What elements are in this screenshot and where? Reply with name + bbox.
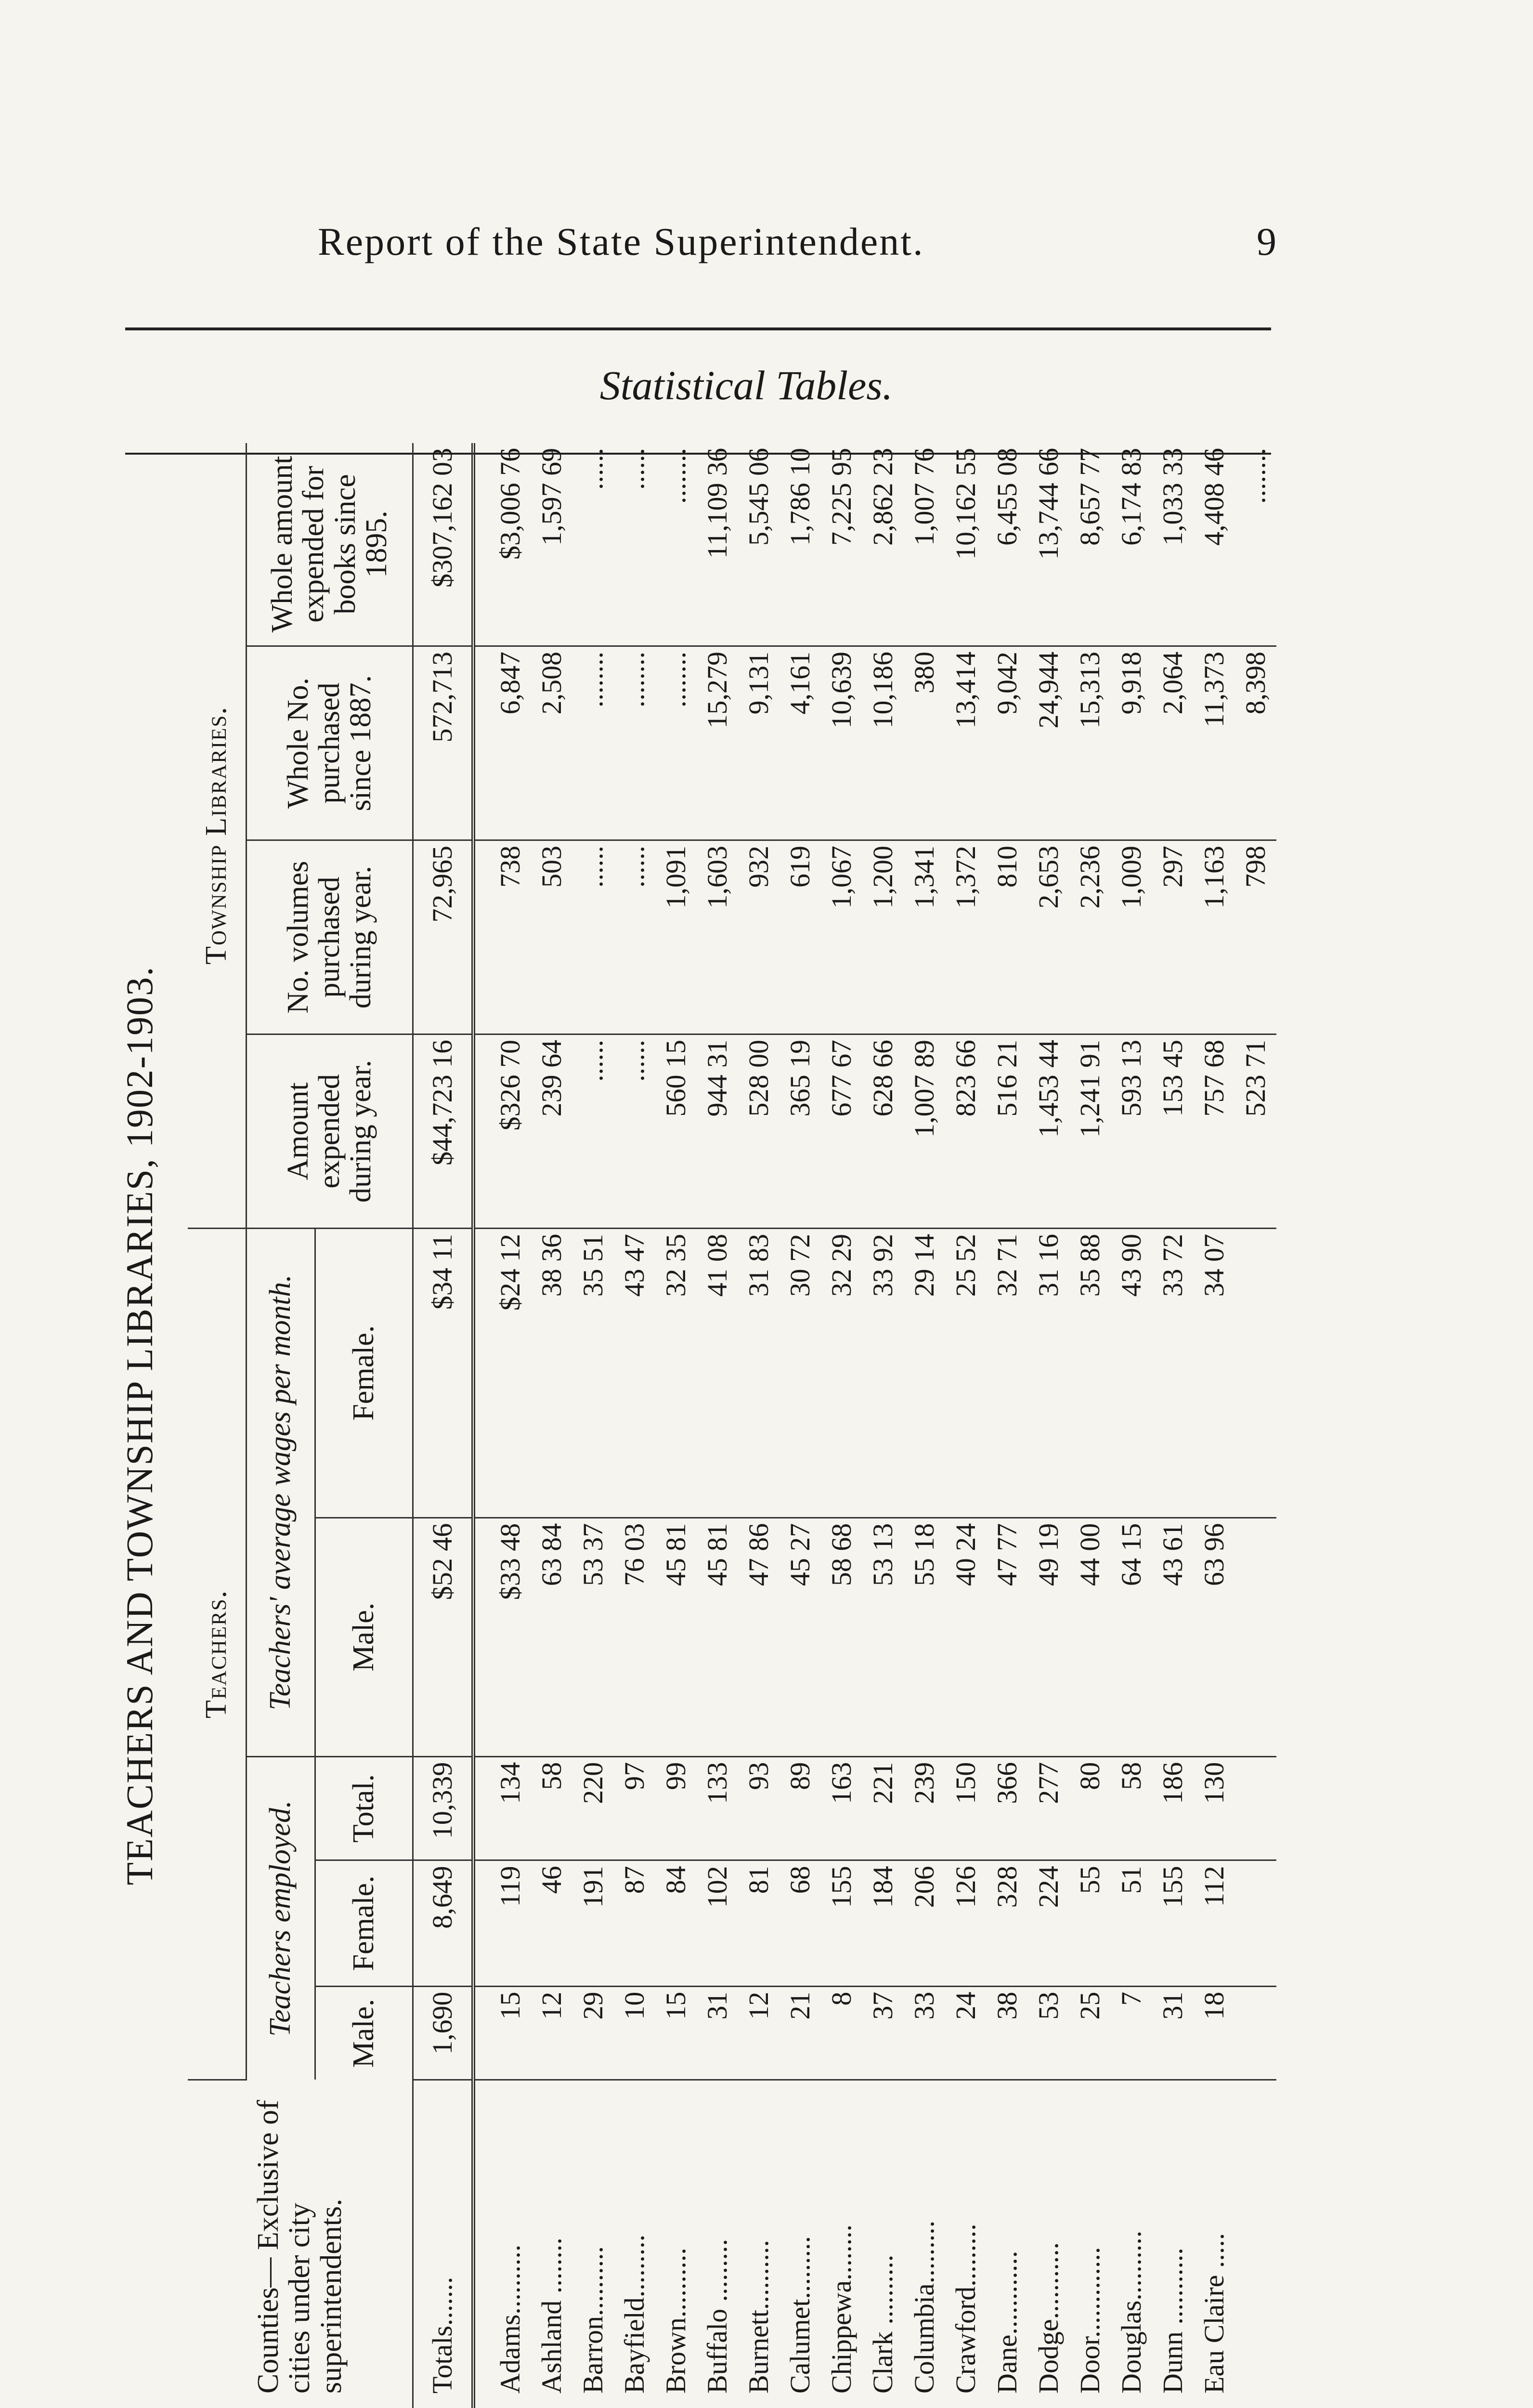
amount-expended: 1,241 91 (1069, 1034, 1111, 1229)
whole-no: ........ (655, 646, 697, 840)
amount-expended: 757 68 (1194, 1034, 1235, 1229)
whole-no: 2,064 (1152, 646, 1194, 840)
whole-amount: 4,408 46 (1194, 443, 1235, 646)
totals-total: 10,339 (413, 1756, 474, 1860)
wage-male: 58 68 (821, 1518, 862, 1756)
table-row (738, 443, 779, 2408)
wage-female: 32 71 (987, 1229, 1028, 1518)
whole-amount: 11,109 36 (697, 443, 738, 646)
county-name: Dodge........... (1033, 2242, 1064, 2394)
wage-male: 40 24 (945, 1518, 987, 1756)
male-count: 12 (531, 1986, 572, 2080)
female-count: 224 (1028, 1860, 1069, 1986)
volumes-purchased: 1,341 (904, 840, 945, 1034)
county-name: Adams.......... (494, 2244, 526, 2394)
male-count: 21 (779, 1986, 821, 2080)
totals-row (413, 443, 474, 2408)
female-count: 87 (614, 1860, 655, 1986)
whole-amount: 6,174 83 (1111, 443, 1152, 646)
whole-no: 24,944 (1028, 646, 1069, 840)
amount-expended: 153 45 (1152, 1034, 1194, 1229)
whole-amount: 1,007 76 (904, 443, 945, 646)
whole-no: 2,508 (531, 646, 572, 840)
wage-female: 38 36 (531, 1229, 572, 1518)
total-count: 130 (1194, 1756, 1235, 1860)
volumes-purchased: 810 (987, 840, 1028, 1034)
wage-female: 25 52 (945, 1229, 987, 1518)
wage-female-header: Female. (315, 1229, 413, 1518)
whole-amount: 8,657 77 (1069, 443, 1111, 646)
whole-no: ........ (614, 646, 655, 840)
amount-expended: 944 31 (697, 1034, 738, 1229)
volumes-purchased-header: No. volumes purchased during year. (247, 840, 413, 1034)
total-count: 133 (697, 1756, 738, 1860)
total-count: 220 (572, 1756, 614, 1860)
whole-no: 8,398 (1235, 646, 1276, 840)
township-libraries-group-header: Township Libraries. (188, 443, 247, 1229)
table-row (655, 443, 697, 2408)
female-count: 155 (1152, 1860, 1194, 1986)
volumes-purchased: 1,372 (945, 840, 987, 1034)
volumes-purchased: ...... (614, 840, 655, 1034)
totals-amount: $44,723 16 (413, 1034, 474, 1229)
teachers-group-header: Teachers. (188, 1229, 247, 2080)
wage-male: $33 48 (490, 1518, 531, 1756)
female-count: 119 (490, 1860, 531, 1986)
table-row (945, 443, 987, 2408)
total-count: 186 (1152, 1756, 1194, 1860)
total-header: Total. (315, 1756, 413, 1860)
total-count: 239 (904, 1756, 945, 1860)
volumes-purchased: 798 (1235, 840, 1276, 1034)
wage-male: 47 77 (987, 1518, 1028, 1756)
table-row (862, 443, 904, 2408)
county-name: Door............. (1074, 2247, 1105, 2394)
amount-expended: 516 21 (987, 1034, 1028, 1229)
female-count: 112 (1194, 1860, 1235, 1986)
total-count: 221 (862, 1756, 904, 1860)
wage-female: $24 12 (490, 1229, 531, 1518)
whole-no: 6,847 (490, 646, 531, 840)
rotated-table-block (111, 443, 1324, 2408)
county-name: Buffalo ......... (702, 2238, 733, 2394)
table-row (614, 443, 655, 2408)
wage-female: 31 16 (1028, 1229, 1069, 1518)
wage-male: 45 81 (655, 1518, 697, 1756)
male-count: 25 (1069, 1986, 1111, 2080)
wage-male: 45 81 (697, 1518, 738, 1756)
county-name: Burnett.......... (743, 2240, 774, 2394)
male-count: 31 (697, 1986, 738, 2080)
wage-male: 64 15 (1111, 1518, 1152, 1756)
female-count: 206 (904, 1860, 945, 1986)
volumes-purchased: 1,009 (1111, 840, 1152, 1034)
teachers-wages-header: Teachers' average wages per month. (247, 1229, 315, 1757)
whole-amount-header: Whole amount expended for books since 1895. (247, 443, 413, 646)
volumes-purchased: 1,603 (697, 840, 738, 1034)
female-header: Female. (315, 1860, 413, 1986)
volumes-purchased: 2,653 (1028, 840, 1069, 1034)
totals-volumes: 72,965 (413, 840, 474, 1034)
male-count: 29 (572, 1986, 614, 2080)
county-name: Douglas.......... (1116, 2230, 1147, 2394)
total-count: 58 (531, 1756, 572, 1860)
total-count: 97 (614, 1756, 655, 1860)
volumes-purchased: 1,091 (655, 840, 697, 1034)
county-name: Eau Claire ..... (1198, 2233, 1230, 2394)
county-name: Dunn ........... (1157, 2248, 1188, 2394)
volumes-purchased: ...... (572, 840, 614, 1034)
female-count: 46 (531, 1860, 572, 1986)
total-count: 150 (945, 1756, 987, 1860)
male-count: 15 (655, 1986, 697, 2080)
county-name: Columbia......... (909, 2220, 940, 2394)
wage-female: 32 35 (655, 1229, 697, 1518)
wage-female: 32 29 (821, 1229, 862, 1518)
female-count: 155 (821, 1860, 862, 1986)
wage-male: 45 27 (779, 1518, 821, 1756)
wage-female: 33 92 (862, 1229, 904, 1518)
wage-male: 44 00 (1069, 1518, 1111, 1756)
totals-wage-male: $52 46 (413, 1518, 474, 1756)
amount-expended-header: Amount expended during year. (247, 1034, 413, 1229)
whole-no: 380 (904, 646, 945, 840)
total-count: 277 (1028, 1756, 1069, 1860)
totals-whole-no: 572,713 (413, 646, 474, 840)
whole-no: 9,042 (987, 646, 1028, 840)
whole-amount: ...... (614, 443, 655, 646)
table-row (779, 443, 821, 2408)
whole-amount: 7,225 95 (821, 443, 862, 646)
male-count: 7 (1111, 1986, 1152, 2080)
whole-no: 4,161 (779, 646, 821, 840)
whole-amount: 10,162 55 (945, 443, 987, 646)
wage-male: 55 18 (904, 1518, 945, 1756)
total-count: 134 (490, 1756, 531, 1860)
total-count: 80 (1069, 1756, 1111, 1860)
wage-female: 43 47 (614, 1229, 655, 1518)
county-name: Calumet......... (784, 2236, 816, 2394)
amount-expended: 523 71 (1235, 1034, 1276, 1229)
totals-label: Totals....... (413, 2080, 474, 2408)
county-header: Counties— Exclusive of cities under city superintendents. (188, 2080, 413, 2408)
whole-no-header: Whole No. purchased since 1887. (247, 646, 413, 840)
wage-female: 35 51 (572, 1229, 614, 1518)
whole-no: 13,414 (945, 646, 987, 840)
amount-expended: 593 13 (1111, 1034, 1152, 1229)
wage-female: 29 14 (904, 1229, 945, 1518)
whole-amount: 1,033 33 (1152, 443, 1194, 646)
table-row (1152, 443, 1194, 2408)
female-count: 328 (987, 1860, 1028, 1986)
whole-no: 15,313 (1069, 646, 1111, 840)
amount-expended: 677 67 (821, 1034, 862, 1229)
table-row (1111, 443, 1152, 2408)
whole-amount: 5,545 06 (738, 443, 779, 646)
county-name: Bayfield......... (619, 2234, 650, 2394)
volumes-purchased: 297 (1152, 840, 1194, 1034)
section-subtitle: Statistical Tables. (599, 362, 893, 408)
female-count: 102 (697, 1860, 738, 1986)
table-row (821, 443, 862, 2408)
county-name: Brown.......... (660, 2248, 691, 2394)
female-count: 51 (1111, 1860, 1152, 1986)
amount-expended: 239 64 (531, 1034, 572, 1229)
totals-whole-amount: $307,162 03 (413, 443, 474, 646)
table-row (572, 443, 614, 2408)
male-header: Male. (315, 1986, 413, 2080)
whole-no: 9,131 (738, 646, 779, 840)
whole-no: ........ (572, 646, 614, 840)
wage-female: 30 72 (779, 1229, 821, 1518)
wage-female: 34 07 (1194, 1229, 1235, 1518)
male-count: 38 (987, 1986, 1028, 2080)
county-name: Clark .......... (867, 2254, 898, 2394)
wage-female: 31 83 (738, 1229, 779, 1518)
male-count: 15 (490, 1986, 531, 2080)
table-row (1235, 443, 1276, 2408)
table-row (1194, 443, 1235, 2408)
whole-amount: 2,862 23 (862, 443, 904, 646)
top-rule (125, 327, 1271, 330)
wage-male: 76 03 (614, 1518, 655, 1756)
total-count: 163 (821, 1756, 862, 1860)
table-row (531, 443, 572, 2408)
female-count: 126 (945, 1860, 987, 1986)
amount-expended: 560 15 (655, 1034, 697, 1229)
amount-expended: ...... (572, 1034, 614, 1229)
female-count: 68 (779, 1860, 821, 1986)
male-count: 53 (1028, 1986, 1069, 2080)
whole-amount: ...... (572, 443, 614, 646)
wage-female: 35 88 (1069, 1229, 1111, 1518)
amount-expended: 365 19 (779, 1034, 821, 1229)
county-name: Barron.......... (577, 2246, 609, 2394)
table-row (1069, 443, 1111, 2408)
volumes-purchased: 1,200 (862, 840, 904, 1034)
male-count: 24 (945, 1986, 987, 2080)
county-name: Dane............ (991, 2251, 1023, 2394)
male-count: 18 (1194, 1986, 1235, 2080)
wage-male: 43 61 (1152, 1518, 1194, 1756)
whole-no: 10,639 (821, 646, 862, 840)
statistics-table (188, 443, 1276, 2408)
whole-no: 11,373 (1194, 646, 1235, 840)
table-row (987, 443, 1028, 2408)
totals-male: 1,690 (413, 1986, 474, 2080)
wage-male: 53 13 (862, 1518, 904, 1756)
table-row (904, 443, 945, 2408)
whole-amount: 1,786 10 (779, 443, 821, 646)
female-count: 55 (1069, 1860, 1111, 1986)
wage-male-header: Male. (315, 1518, 413, 1756)
amount-expended: 823 66 (945, 1034, 987, 1229)
whole-amount: 1,597 69 (531, 443, 572, 646)
volumes-purchased: 619 (779, 840, 821, 1034)
county-name: Ashland ........ (536, 2238, 567, 2394)
total-count: 366 (987, 1756, 1028, 1860)
female-count: 84 (655, 1860, 697, 1986)
wage-female: 41 08 (697, 1229, 738, 1518)
amount-expended: 628 66 (862, 1034, 904, 1229)
female-count: 191 (572, 1860, 614, 1986)
wage-male: 53 37 (572, 1518, 614, 1756)
female-count: 81 (738, 1860, 779, 1986)
male-count: 31 (1152, 1986, 1194, 2080)
male-count: 33 (904, 1986, 945, 2080)
whole-amount: $3,006 76 (490, 443, 531, 646)
male-count: 12 (738, 1986, 779, 2080)
table-row (1028, 443, 1069, 2408)
amount-expended: 1,453 44 (1028, 1034, 1069, 1229)
table-row (490, 443, 531, 2408)
wage-female: 33 72 (1152, 1229, 1194, 1518)
volumes-purchased: 2,236 (1069, 840, 1111, 1034)
amount-expended: 1,007 89 (904, 1034, 945, 1229)
running-head: Report of the State Superintendent. (318, 220, 924, 263)
amount-expended: 528 00 (738, 1034, 779, 1229)
whole-no: 9,918 (1111, 646, 1152, 840)
total-count: 58 (1111, 1756, 1152, 1860)
whole-amount: 6,455 08 (987, 443, 1028, 646)
table-title: TEACHERS AND TOWNSHIP LIBRARIES, 1902-1903. (118, 966, 160, 1885)
volumes-purchased: 932 (738, 840, 779, 1034)
whole-amount: 13,744 66 (1028, 443, 1069, 646)
total-count: 89 (779, 1756, 821, 1860)
volumes-purchased: 1,067 (821, 840, 862, 1034)
whole-amount: ........ (655, 443, 697, 646)
amount-expended: $326 70 (490, 1034, 531, 1229)
female-count: 184 (862, 1860, 904, 1986)
wage-male: 47 86 (738, 1518, 779, 1756)
wage-female: 43 90 (1111, 1229, 1152, 1518)
male-count: 10 (614, 1986, 655, 2080)
male-count: 8 (821, 1986, 862, 2080)
page-number: 9 (1257, 220, 1276, 263)
totals-female: 8,649 (413, 1860, 474, 1986)
county-name: Chippewa........ (826, 2224, 857, 2394)
male-count: 37 (862, 1986, 904, 2080)
county-name: Crawford......... (950, 2224, 981, 2394)
totals-wage-female: $34 11 (413, 1229, 474, 1518)
whole-no: 15,279 (697, 646, 738, 840)
total-count: 93 (738, 1756, 779, 1860)
wage-male: 63 96 (1194, 1518, 1235, 1756)
wage-male: 63 84 (531, 1518, 572, 1756)
wage-male: 49 19 (1028, 1518, 1069, 1756)
teachers-employed-header: Teachers employed. (247, 1756, 315, 2080)
volumes-purchased: 503 (531, 840, 572, 1034)
volumes-purchased: 1,163 (1194, 840, 1235, 1034)
total-count: 99 (655, 1756, 697, 1860)
volumes-purchased: 738 (490, 840, 531, 1034)
whole-amount: ........ (1235, 443, 1276, 646)
whole-no: 10,186 (862, 646, 904, 840)
amount-expended: ...... (614, 1034, 655, 1229)
table-row (697, 443, 738, 2408)
